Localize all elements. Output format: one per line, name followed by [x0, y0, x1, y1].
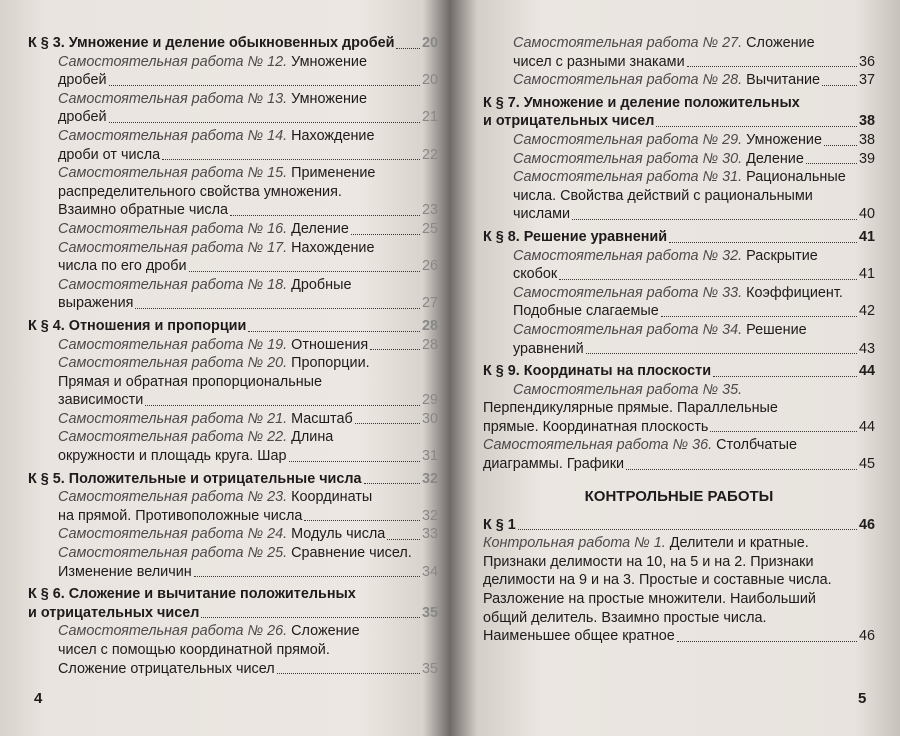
section-3-title: К § 3. Умножение и деление обыкновенных дробей 20 — [28, 35, 438, 51]
toc-item-line: Разложение на простые множители. Наибольший — [483, 591, 816, 608]
toc-item: Самостоятельная работа № 27. Сложение — [513, 35, 815, 51]
toc-item: Самостоятельная работа № 26. Сложение — [58, 623, 360, 640]
toc-item-end: зависимости 29 — [58, 392, 438, 409]
toc-item-end: дробей 21 — [58, 109, 438, 126]
toc-item: Самостоятельная работа № 33. Коэффициент. — [513, 284, 843, 301]
toc-item: Самостоятельная работа № 13. Умножение — [58, 90, 367, 107]
toc-item-line: чисел с помощью координатной прямой. — [58, 642, 330, 658]
section-4-title: К § 4. Отношения и пропорции 28 — [28, 317, 438, 334]
left-page — [28, 34, 438, 678]
section-8-title: К § 8. Решение уравнений 41 — [483, 228, 875, 245]
right-page-number: 5 — [858, 690, 867, 707]
toc-item: Самостоятельная работа № 24. Модуль числа 33 — [58, 526, 438, 543]
section-6-title: К § 6. Сложение и вычитание положительных — [28, 586, 356, 603]
toc-item-end: числами 40 — [513, 206, 875, 223]
toc-item: Самостоятельная работа № 25. Сравнение чисел. — [58, 545, 412, 562]
toc-item-line: Прямая и обратная пропорциональные — [58, 373, 322, 390]
toc-item-line: числа. Свойства действий с рациональными — [513, 187, 813, 204]
section-7-title: К § 7. Умножение и деление положительных — [483, 94, 800, 111]
toc-item: Самостоятельная работа № 29. Умножение 38 — [513, 131, 875, 148]
toc-item: Самостоятельная работа № 15. Применение — [58, 165, 376, 182]
toc-item-end: Изменение величин 34 — [58, 563, 438, 580]
toc-item-end: окружности и площадь круга. Шар 31 — [58, 448, 438, 465]
toc-item: Самостоятельная работа № 16. Деление 25 — [58, 220, 438, 237]
toc-item-end: Сложение отрицательных чисел 35 — [58, 660, 438, 677]
toc-item: Контрольная работа № 1. Делители и кратные. — [483, 535, 809, 552]
toc-item-end: уравнений 43 — [513, 340, 875, 357]
toc-item-line: Перпендикулярные прямые. Параллельные — [483, 400, 778, 417]
toc-item: Самостоятельная работа № 21. Масштаб 30 — [58, 410, 438, 427]
toc-item-end: прямые. Координатная плоскость 44 — [483, 418, 875, 435]
toc-item-end: Наименьшее общее кратное 46 — [483, 628, 875, 645]
toc-item-end: Взаимно обратные числа 23 — [58, 202, 438, 219]
section-5-title: К § 5. Положительные и отрицательные числа 32 — [28, 470, 438, 487]
toc-item: Самостоятельная работа № 12. Умножение — [58, 53, 367, 70]
left-page-number: 4 — [34, 690, 43, 707]
toc-item: Самостоятельная работа № 19. Отношения 28 — [58, 336, 438, 353]
toc-item: Самостоятельная работа № 18. Дробные — [58, 276, 352, 293]
toc-item-line: распределительного свойства умножения. — [58, 183, 342, 200]
toc-item: Самостоятельная работа № 34. Решение — [513, 321, 807, 338]
toc-item: Самостоятельная работа № 22. Длина — [58, 429, 334, 446]
section-7-title-end: и отрицательных чисел 38 — [483, 113, 875, 130]
toc-item-end: диаграммы. Графики 45 — [483, 456, 875, 473]
toc-item-line: Признаки делимости на 10, на 5 и на 2. Признаки — [483, 553, 814, 570]
toc-item: Самостоятельная работа № 35. — [513, 381, 743, 398]
section-6-title-end: и отрицательных чисел 35 — [28, 604, 438, 621]
control-section-title: К § 1 46 — [483, 516, 875, 533]
toc-item: Самостоятельная работа № 32. Раскрытие — [513, 247, 818, 264]
toc-item: Самостоятельная работа № 14. Нахождение — [58, 127, 375, 144]
toc-item-line: делимости на 9 и на 3. Простые и составные числа. — [483, 572, 832, 589]
toc-item: Самостоятельная работа № 30. Деление 39 — [513, 150, 875, 167]
toc-item: Самостоятельная работа № 17. Нахождение — [58, 239, 375, 256]
toc-item-end: дроби от числа 22 — [58, 146, 438, 163]
toc-item-end: числа по его дроби 26 — [58, 258, 438, 275]
section-9-title: К § 9. Координаты на плоскости 44 — [483, 363, 875, 380]
toc-item-line: общий делитель. Взаимно простые числа. — [483, 609, 767, 626]
toc-item-end: Подобные слагаемые 42 — [513, 303, 875, 320]
toc-item: Самостоятельная работа № 36. Столбчатые — [483, 437, 797, 454]
toc-item-end: дробей 20 — [58, 72, 438, 89]
right-page — [483, 34, 875, 646]
toc-item: Самостоятельная работа № 20. Пропорции. — [58, 355, 370, 372]
toc-item: Самостоятельная работа № 28. Вычитание 37 — [513, 72, 875, 89]
control-works-heading: КОНТРОЛЬНЫЕ РАБОТЫ — [584, 487, 774, 505]
toc-item: Самостоятельная работа № 31. Рациональные — [513, 169, 846, 186]
toc-item-end: чисел с разными знаками 36 — [513, 53, 875, 70]
toc-item-end: скобок 41 — [513, 266, 875, 283]
toc-item-end: на прямой. Противоположные числа 32 — [58, 507, 438, 524]
toc-item-end: выражения 27 — [58, 295, 438, 312]
toc-item: Самостоятельная работа № 23. Координаты — [58, 489, 373, 506]
